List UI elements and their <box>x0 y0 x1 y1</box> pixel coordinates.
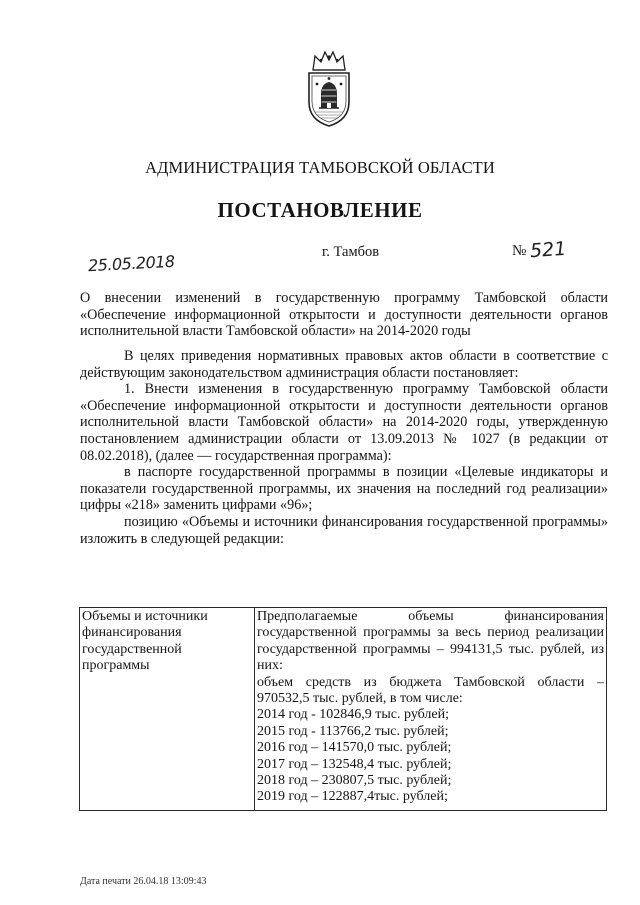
year-line: 2017 год – 132548,4 тыс. рублей; <box>257 756 452 772</box>
financing-intro: Предполагаемые объемы финансирования государственной программы за весь период реализации государственной программы – 994131,5 тыс. рублей, из них: <box>257 609 604 674</box>
document-subject: О внесении изменений в государственную программу Тамбовской области «Обеспечение информационной открытости и доступности деятельности органов исполнительной власти Тамбовской области» на 2014-2020 годы <box>80 290 608 339</box>
passport-paragraph: в паспорте государственной программы в позиции «Целевые индикаторы и показатели государственной программы, их значения на последний год реализации» цифры «218» заменить цифрами «96»; <box>80 464 608 514</box>
organization-name: АДМИНИСТРАЦИЯ ТАМБОВСКОЙ ОБЛАСТИ <box>145 158 495 177</box>
print-date-footer: Дата печати 26.04.18 13:09:43 <box>80 876 207 887</box>
handwritten-date: 25.05.2018 <box>87 251 176 276</box>
table-row <box>80 608 607 811</box>
table-right-cell <box>255 608 607 811</box>
document-type-title: ПОСТАНОВЛЕНИЕ <box>217 198 423 222</box>
year-line: 2016 год – 141570,0 тыс. рублей; <box>257 740 452 756</box>
year-line: 2014 год - 102846,9 тыс. рублей; <box>257 707 450 723</box>
document-body <box>80 348 608 547</box>
preamble-paragraph: В целях приведения нормативных правовых актов области в соответствие с действующим законодательством администрация области постановляет: <box>80 348 608 381</box>
number-label: № <box>512 243 527 259</box>
position-paragraph: позицию «Объемы и источники финансирования государственной программы» изложить в следующей редакции: <box>80 513 608 547</box>
year-line: 2015 год - 113766,2 тыс. рублей; <box>257 723 449 739</box>
year-line: 2019 год – 122887,4тыс. рублей; <box>257 789 448 805</box>
handwritten-document-number: 521 <box>529 237 567 263</box>
coat-of-arms-emblem <box>301 48 357 128</box>
item-1-paragraph: 1. Внести изменения в государственную программу Тамбовской области «Обеспечение информационной открытости и доступности деятельности органов исполнительной власти Тамбовской области» на 2014-2020 годы, утвержденную постановлением администрации области от 13.09.2013 № 1027 (в редакции от 08.02.2018), (далее — государственная программа): <box>80 381 608 464</box>
year-line: 2018 год – 230807,5 тыс. рублей; <box>257 773 452 789</box>
table-left-cell: Объемы и источники финансирования государственной программы <box>80 608 255 811</box>
financing-table <box>79 607 607 811</box>
city-name: г. Тамбов <box>322 244 380 260</box>
budget-line: объем средств из бюджета Тамбовской области – 970532,5 тыс. рублей, в том числе: <box>257 674 604 707</box>
